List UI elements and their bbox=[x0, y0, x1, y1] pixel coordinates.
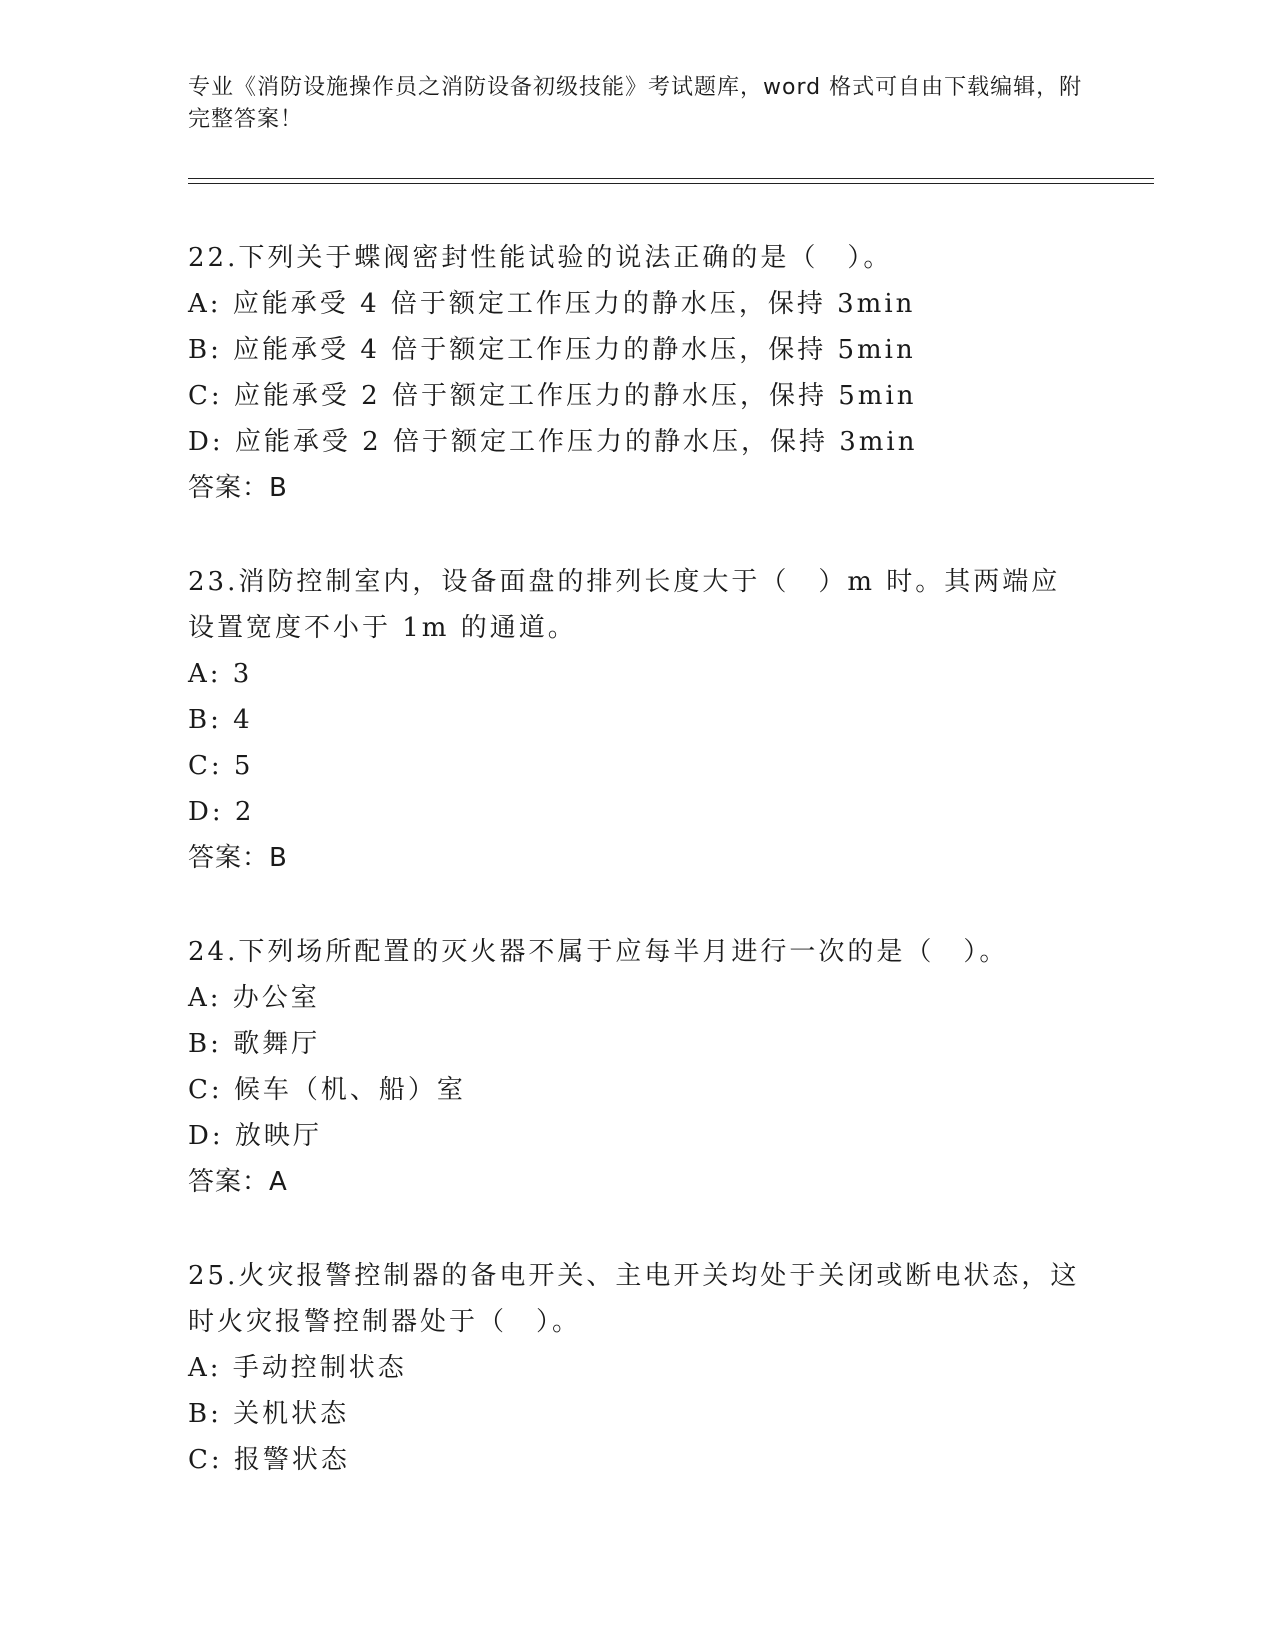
option-c: C: 候车（机、船）室 bbox=[188, 1075, 466, 1105]
answer-text: 答案：B bbox=[188, 843, 288, 873]
document-header: 专业《消防设施操作员之消防设备初级技能》考试题库，word 格式可自由下载编辑，附完整答案！ bbox=[188, 75, 1083, 132]
option-c: C: 5 bbox=[188, 751, 254, 781]
option-a: A: 办公室 bbox=[188, 983, 320, 1013]
question-stem: 23.消防控制室内，设备面盘的排列长度大于（ ）m 时。其两端应设置宽度不小于 1m 的通道。 bbox=[188, 567, 1061, 643]
question-23 bbox=[188, 559, 1088, 881]
question-24 bbox=[188, 929, 1088, 1205]
option-a: A: 应能承受 4 倍于额定工作压力的静水压，保持 3min bbox=[188, 289, 916, 319]
option-a: A: 手动控制状态 bbox=[188, 1353, 407, 1383]
option-b: B: 歌舞厅 bbox=[188, 1029, 321, 1059]
header-divider-line bbox=[188, 178, 1154, 179]
question-stem: 22.下列关于蝶阀密封性能试验的说法正确的是（ ）。 bbox=[188, 243, 893, 273]
header-divider-line bbox=[188, 183, 1154, 184]
option-b: B: 4 bbox=[188, 705, 253, 735]
option-c: C: 报警状态 bbox=[188, 1445, 350, 1475]
option-c: C: 应能承受 2 倍于额定工作压力的静水压，保持 5min bbox=[188, 381, 917, 411]
option-d: D: 2 bbox=[188, 797, 255, 827]
question-25 bbox=[188, 1253, 1088, 1483]
option-a: A: 3 bbox=[188, 659, 253, 689]
question-stem: 25.火灾报警控制器的备电开关、主电开关均处于关闭或断电状态，这时火灾报警控制器处于（ ）。 bbox=[188, 1261, 1080, 1337]
answer-text: 答案：B bbox=[188, 473, 288, 503]
option-b: B: 应能承受 4 倍于额定工作压力的静水压，保持 5min bbox=[188, 335, 916, 365]
option-d: D: 应能承受 2 倍于额定工作压力的静水压，保持 3min bbox=[188, 427, 918, 457]
option-b: B: 关机状态 bbox=[188, 1399, 350, 1429]
question-22 bbox=[188, 235, 1088, 511]
question-stem: 24.下列场所配置的灭火器不属于应每半月进行一次的是（ ）。 bbox=[188, 937, 1009, 967]
option-d: D: 放映厅 bbox=[188, 1121, 322, 1151]
answer-text: 答案：A bbox=[188, 1167, 288, 1197]
question-list bbox=[188, 235, 1088, 1531]
